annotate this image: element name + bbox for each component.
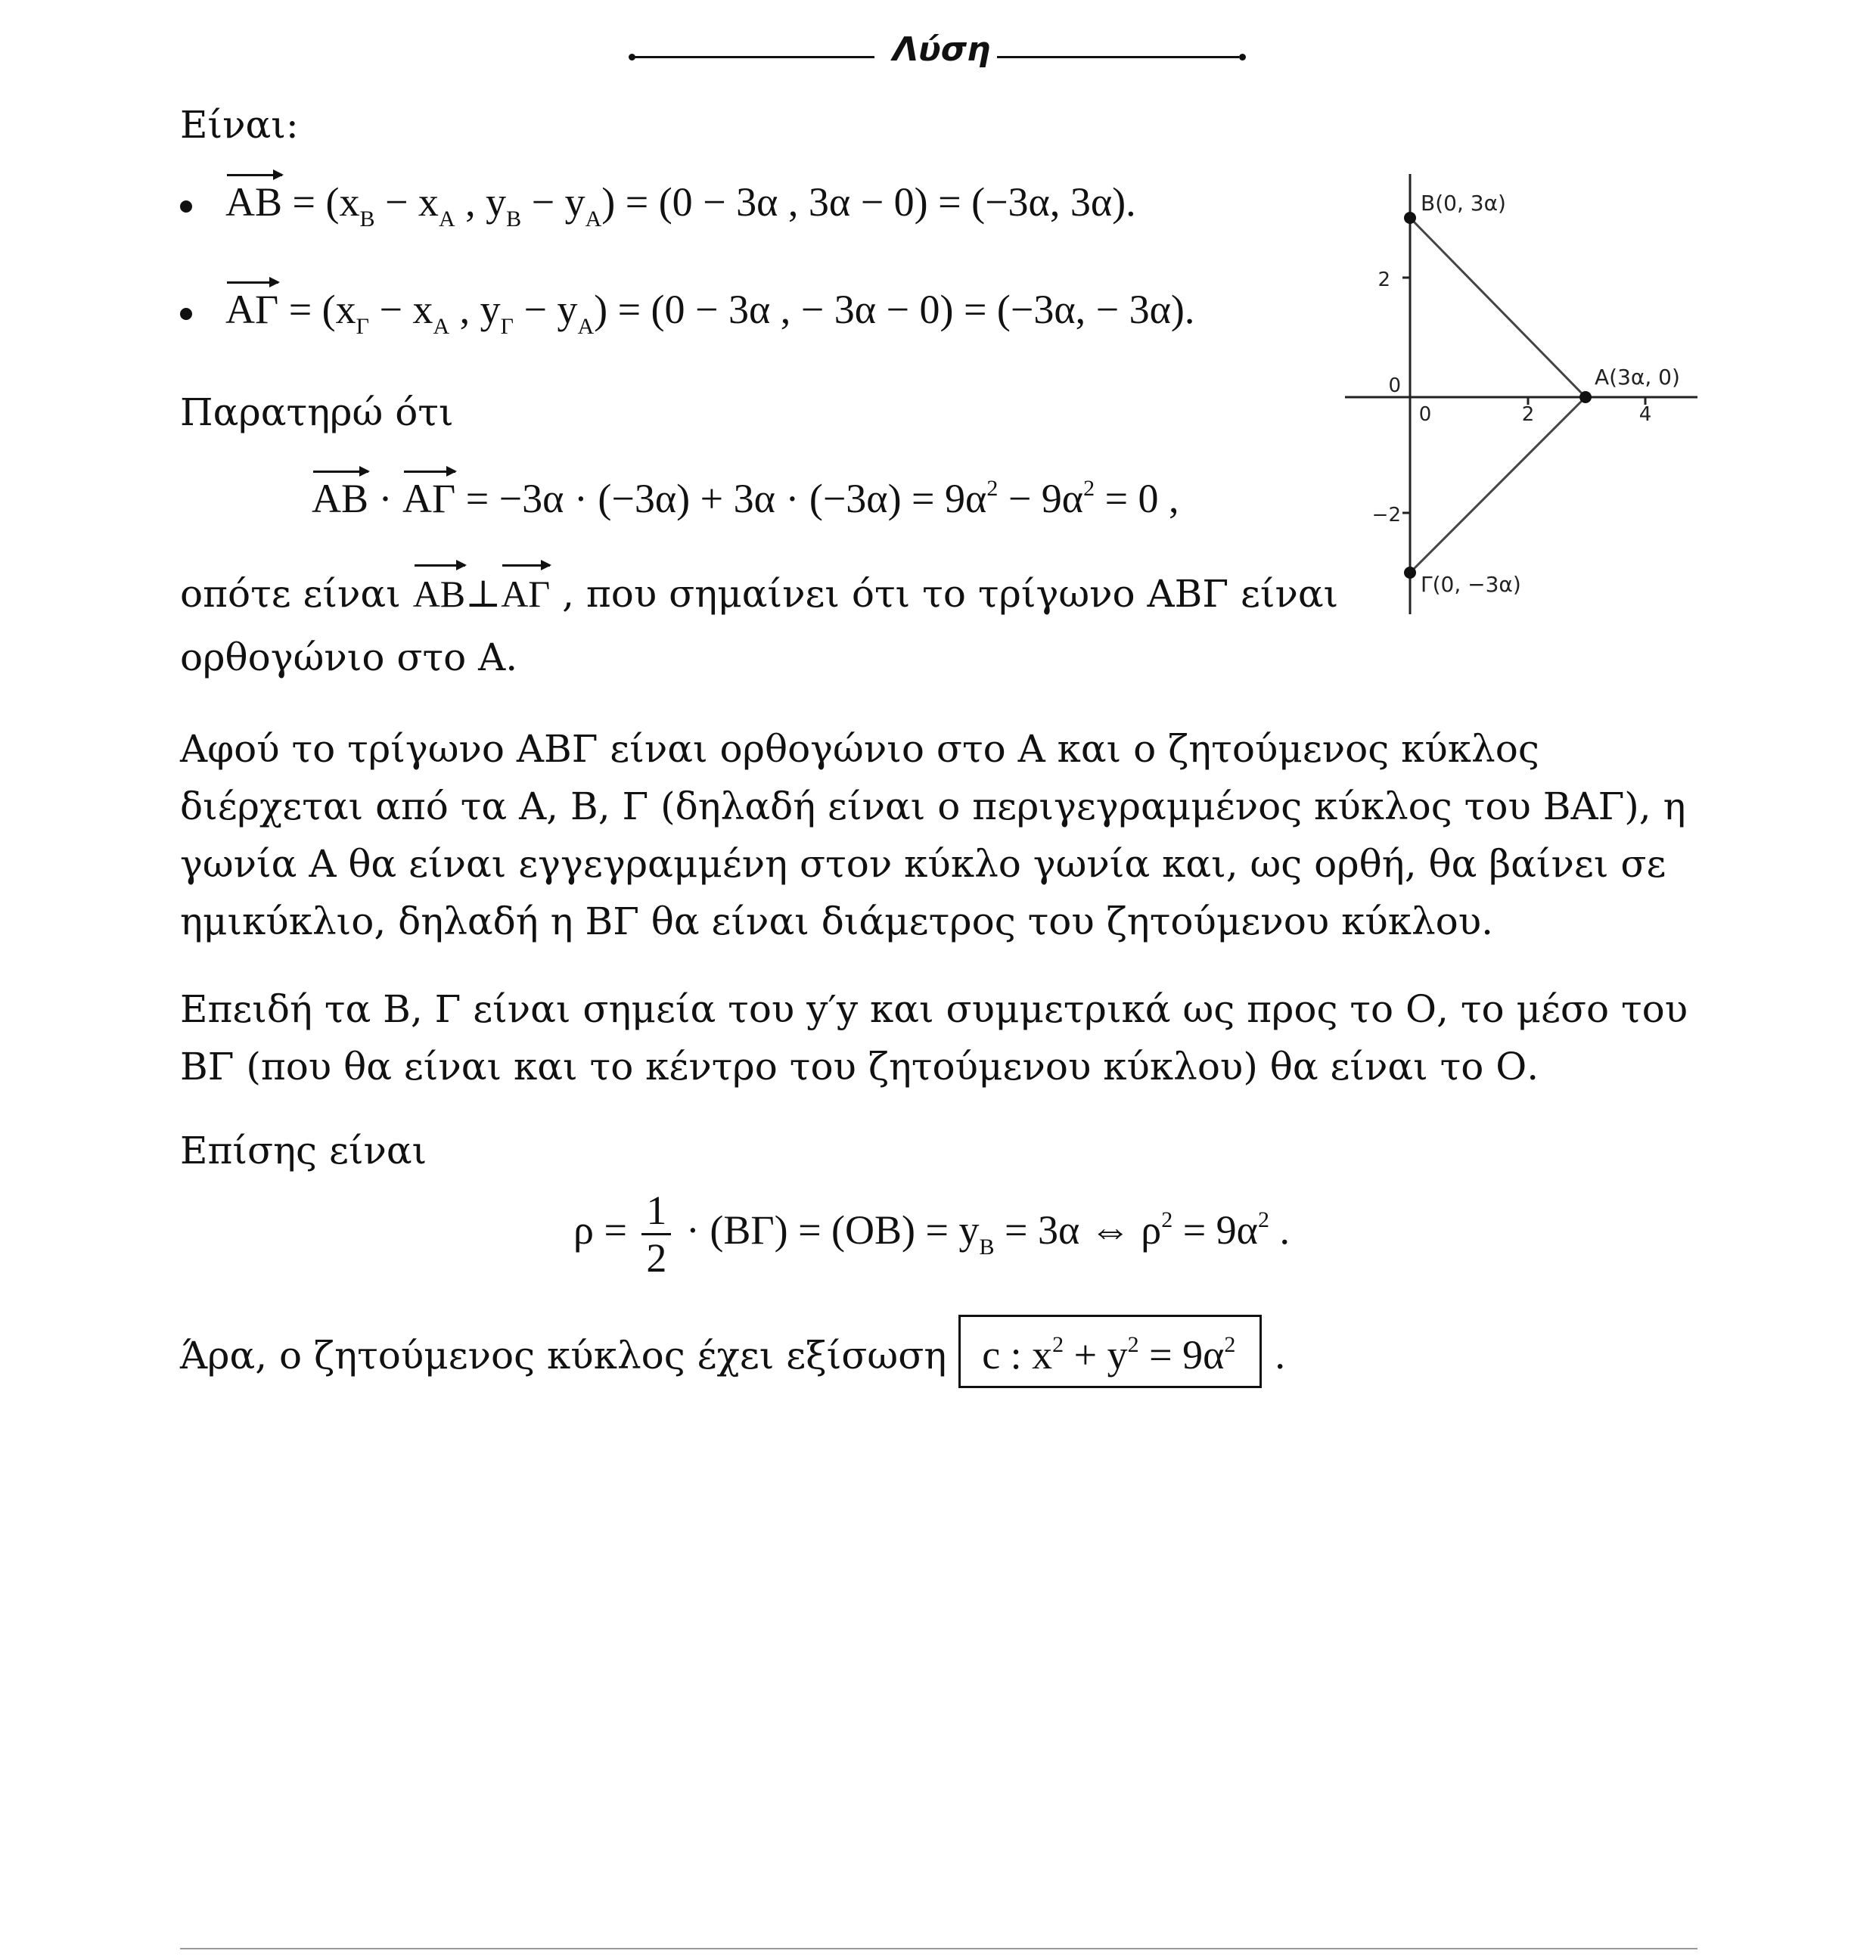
paragraph-inscribed-angle: Αφού το τρίγωνο ΑΒΓ είναι ορθογώνιο στο Α και ο ζητούμενος κύκλος διέρχεται από τα Α, Β, Γ (δηλαδή είναι ο περιγεγραμμένος κύκλος του ΒΑΓ), η γωνία Α θα είναι εγγεγραμμένη στον κύκλο γωνία και, ως ορθή, θα βαίνει σε ημικύκλιο, δηλαδή η ΒΓ θα είναι διάμετρος του ζητούμενου κύκλου. [180, 727, 1686, 943]
x-tick-0: 0 [1418, 403, 1432, 426]
point-A [1579, 391, 1592, 403]
label-G: Γ(0, −3α) [1421, 572, 1521, 597]
conclusion-text: Άρα, ο ζητούμενος κύκλος έχει εξίσωση c : $x^2 + y^2 = 9\alpha^2$ . [180, 1315, 1286, 1388]
bullet [180, 200, 192, 213]
also-text: Επίσης είναι [180, 1129, 427, 1173]
footer-rule [180, 1948, 1697, 1949]
vector-ab: AB [225, 179, 283, 225]
point-B [1404, 212, 1416, 224]
x-tick-4: 4 [1638, 403, 1652, 426]
side-AG [1410, 397, 1586, 573]
intro-text: Είναι: [180, 103, 299, 147]
label-A: A(3α, 0) [1595, 365, 1680, 390]
title-right-rule [997, 56, 1239, 58]
title-right-dot [1239, 54, 1246, 61]
observe-text: Παρατηρώ ότι [180, 390, 454, 434]
radius-equation: ρ = $\frac{1}{2}$ · $(B\Gamma) = (OB) = y_B = 3\alpha$ ⇔ $\rho^2 = 9\alpha^2$ . [573, 1188, 1290, 1281]
x-tick-2: 2 [1521, 403, 1535, 426]
y-tick-0: 0 [1388, 374, 1401, 397]
perpendicular-text: οπότε είναι AB⊥AΓ , που σημαίνει ότι το τρίγωνο ΑΒΓ είναι [180, 569, 1338, 619]
perpendicular-text-line2: ορθογώνιο στο Α. [180, 635, 518, 679]
bullet [180, 308, 192, 320]
section-title: Λύση [893, 30, 991, 69]
point-G [1404, 567, 1416, 579]
side-BA [1410, 218, 1586, 397]
dot-product-equation: AB · $A\Gamma = -3\alpha \cdot (-3\alpha) + 3\alpha \cdot (-3\alpha) = 9\alpha^2 - 9\alpha^2 = 0$ , [312, 476, 1179, 521]
triangle-graph [1331, 166, 1702, 620]
paragraph-center: Επειδή τα Β, Γ είναι σημεία του y′y και συμμετρικά ως προς το Ο, το μέσο του ΒΓ (που θα είναι και το κέντρο του ζητούμενου κύκλου) θα είναι το Ο. [180, 987, 1688, 1089]
vector-ab-equation: AB = ($x_B - x_A$ , $y_B - y_A) = (0 - 3\alpha$ , 3α − 0) = (−3α, 3α). [180, 179, 1136, 232]
label-B: B(0, 3α) [1421, 191, 1506, 216]
vector-ag-equation: $A\Gamma = (x_\Gamma - x_A$ , $y_\Gamma - y_A) = (0 - 3\alpha$ , − 3α − 0) = (−3α, − 3α). [180, 286, 1194, 340]
circle-equation-box: c : $x^2 + y^2 = 9\alpha^2$ [958, 1315, 1262, 1388]
vector-ag: AΓ [225, 287, 279, 332]
y-tick-neg2: −2 [1371, 504, 1401, 526]
title-left-rule [632, 56, 874, 58]
y-tick-2: 2 [1377, 269, 1390, 291]
